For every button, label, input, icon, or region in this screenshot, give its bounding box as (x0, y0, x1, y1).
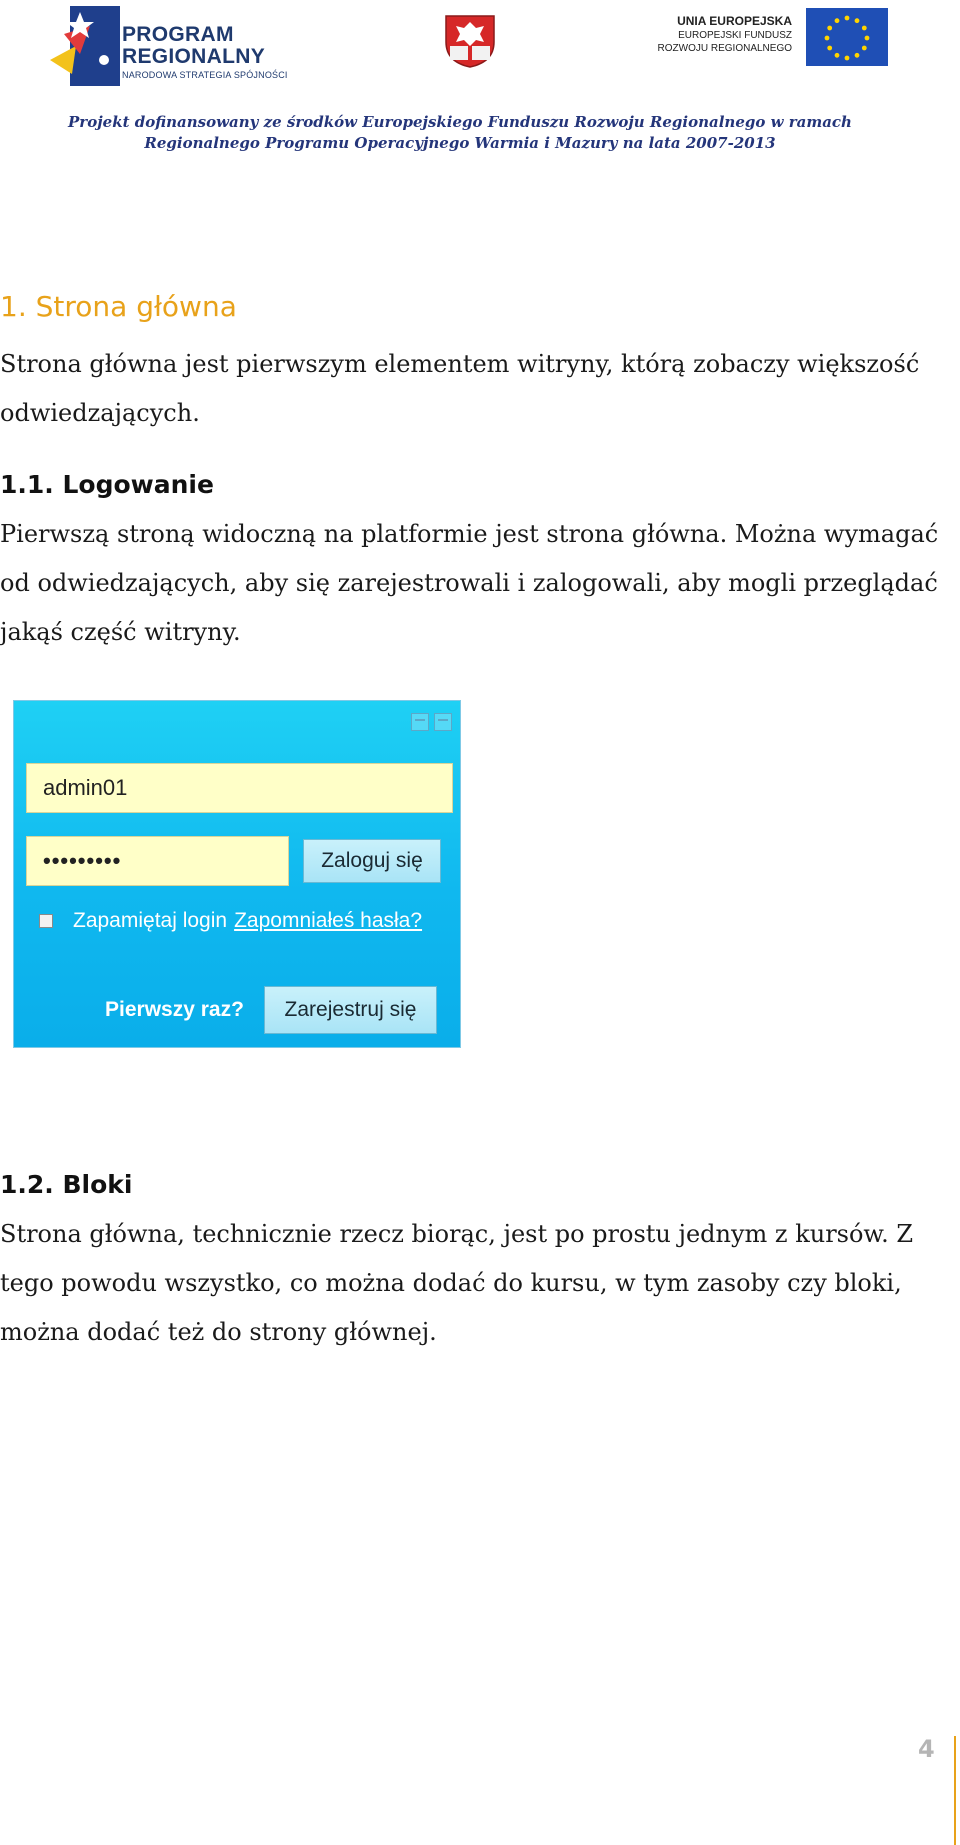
program-title-line2: REGIONALNY (122, 45, 266, 68)
warmia-mazury-crest-icon (444, 12, 496, 68)
funding-line1: Projekt dofinansowany ze środków Europejskiego Funduszu Rozwoju Regionalnego w ramach (68, 113, 852, 131)
eu-label-line3: ROZWOJU REGIONALNEGO (657, 43, 792, 54)
login-button[interactable]: Zaloguj się (303, 839, 441, 883)
password-input[interactable]: ••••••••• (26, 836, 289, 886)
forgot-password-link[interactable]: Zapomniałeś hasła? (234, 909, 423, 932)
section-heading-logowanie: 1.1. Logowanie (0, 470, 214, 499)
section-heading-strona-glowna: 1. Strona główna (0, 290, 237, 323)
page-accent-line (954, 1736, 956, 1845)
minimize-icon[interactable] (411, 713, 429, 731)
program-title-line1: PROGRAM (122, 23, 234, 46)
page-header (0, 0, 960, 160)
logowanie-text: Pierwszą stroną widoczną na platformie jest strona główna. Można wymagać od odwiedzających, aby się zarejestrowali i zalogowali, aby mogli przeglądać jakąś część witryny. (0, 520, 939, 646)
username-input[interactable]: admin01 (26, 763, 453, 813)
program-regionalny-icon (50, 4, 120, 88)
section-intro-text: Strona główna jest pierwszym elementem witryny, którą zobaczy większość odwiedzających. (0, 350, 920, 427)
section-heading-bloki: 1.2. Bloki (0, 1170, 133, 1199)
funding-notice (40, 112, 880, 154)
page-number: 4 (918, 1735, 935, 1763)
panel-controls (411, 713, 452, 731)
remember-label: Zapamiętaj login (73, 909, 228, 932)
remember-checkbox[interactable] (39, 914, 53, 928)
funding-line2: Regionalnego Programu Operacyjnego Warmia i Mazury na lata 2007-2013 (144, 134, 776, 152)
remember-row (39, 909, 422, 933)
eu-flag-icon (806, 8, 888, 66)
dock-icon[interactable] (434, 713, 452, 731)
register-button[interactable]: Zarejestruj się (264, 986, 437, 1034)
eu-label-line2: EUROPEJSKI FUNDUSZ (678, 30, 792, 41)
bloki-text: Strona główna, technicznie rzecz biorąc, jest po prostu jednym z kursów. Z tego powodu wszystko, co można dodać do kursu, w tym zasoby czy bloki, można dodać też do strony głównej. (0, 1220, 914, 1346)
program-regionalny-logo (50, 4, 320, 88)
program-subtitle: NARODOWA STRATEGIA SPÓJNOŚCI (122, 70, 288, 80)
eu-fund-label (590, 14, 792, 55)
login-panel (13, 700, 461, 1048)
eu-label-line1: UNIA EUROPEJSKA (677, 14, 792, 28)
first-time-label: Pierwszy raz? (105, 998, 244, 1021)
